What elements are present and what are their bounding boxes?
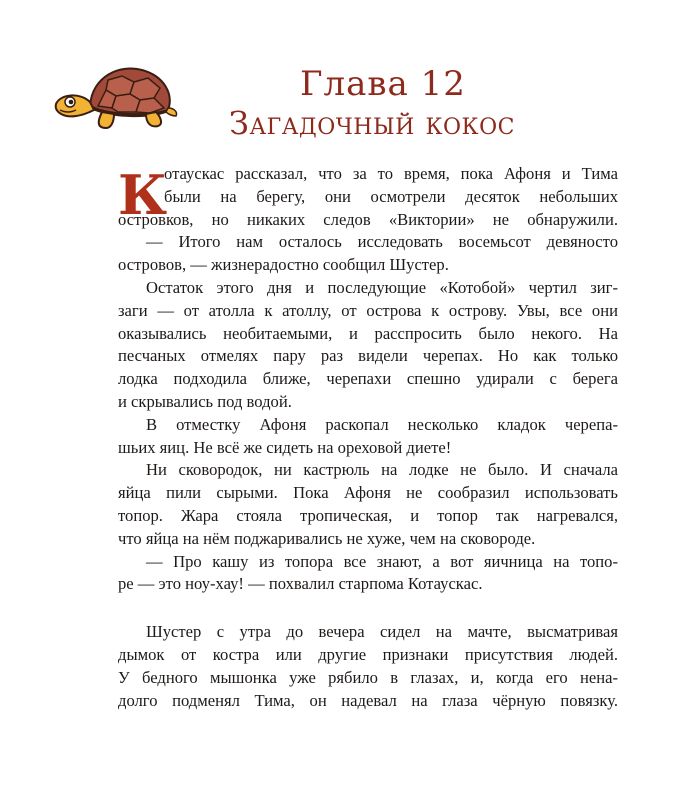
text-line: топор. Жара стояла тропическая, и топор так нагревался,	[118, 505, 618, 525]
turtle-illustration	[50, 58, 180, 138]
text-line: Шустер с утра до вечера сидел на мачте, высматривая	[146, 622, 618, 642]
text-line: отаускас рассказал, что за то время, пока Афоня и Тима	[164, 164, 618, 183]
text-line: яйца пили сырыми. Пока Афоня не сообразил использовать	[118, 483, 618, 503]
text-line: что яйца на нём поджаривались не хуже, чем на сковороде.	[118, 528, 536, 548]
text-line: — Про кашу из топора все знают, а вот яичница на топо-	[146, 551, 618, 571]
text-line: — Итого нам осталось исследовать восемьсот девяносто	[146, 232, 618, 252]
section-break	[118, 596, 618, 621]
text-line: лодка подходила ближе, черепахи спешно удирали с берега	[118, 369, 618, 389]
text-line: оказывались необитаемыми, и расспросить было некого. На	[118, 323, 618, 343]
body-text	[118, 163, 618, 712]
text-line: Ни сковородок, ни кастрюль на лодке не было. И сначала	[146, 460, 618, 480]
text-line: островков, но никаких следов «Виктории» не обнаружили.	[118, 209, 618, 229]
text-line: и скрывались под водой.	[118, 391, 292, 411]
chapter-title: Загадочный кокос	[229, 104, 515, 142]
text-line: Остаток этого дня и последующие «Котобой» чертил зиг-	[146, 277, 618, 297]
text-line: В отместку Афоня раскопал несколько кладок черепа-	[146, 414, 618, 434]
text-line: островов, — жизнерадостно сообщил Шустер.	[118, 255, 449, 275]
text-line: долго подменял Тима, он надевал на глаза чёрную повязку.	[118, 690, 618, 710]
text-line: песчаных отмелях пару раз видели черепах. Но как только	[118, 346, 618, 366]
drop-cap: К	[118, 163, 168, 227]
text-line: были на берегу, они осмотрели десяток небольших	[164, 186, 618, 206]
chapter-number: Глава 12	[300, 64, 466, 104]
text-line: ре — это ноу-хау! — похвалил старпома Котаускас.	[118, 574, 483, 594]
text-line: У бедного мышонка уже рябило в глазах, и, когда его нена-	[118, 667, 618, 687]
text-line: шьих яиц. Не всё же сидеть на ореховой диете!	[118, 437, 452, 457]
text-line: дымок от костра или другие признаки присутствия людей.	[118, 644, 618, 664]
text-line: заги — от атолла к атоллу, от острова к острову. Увы, все они	[118, 300, 618, 320]
